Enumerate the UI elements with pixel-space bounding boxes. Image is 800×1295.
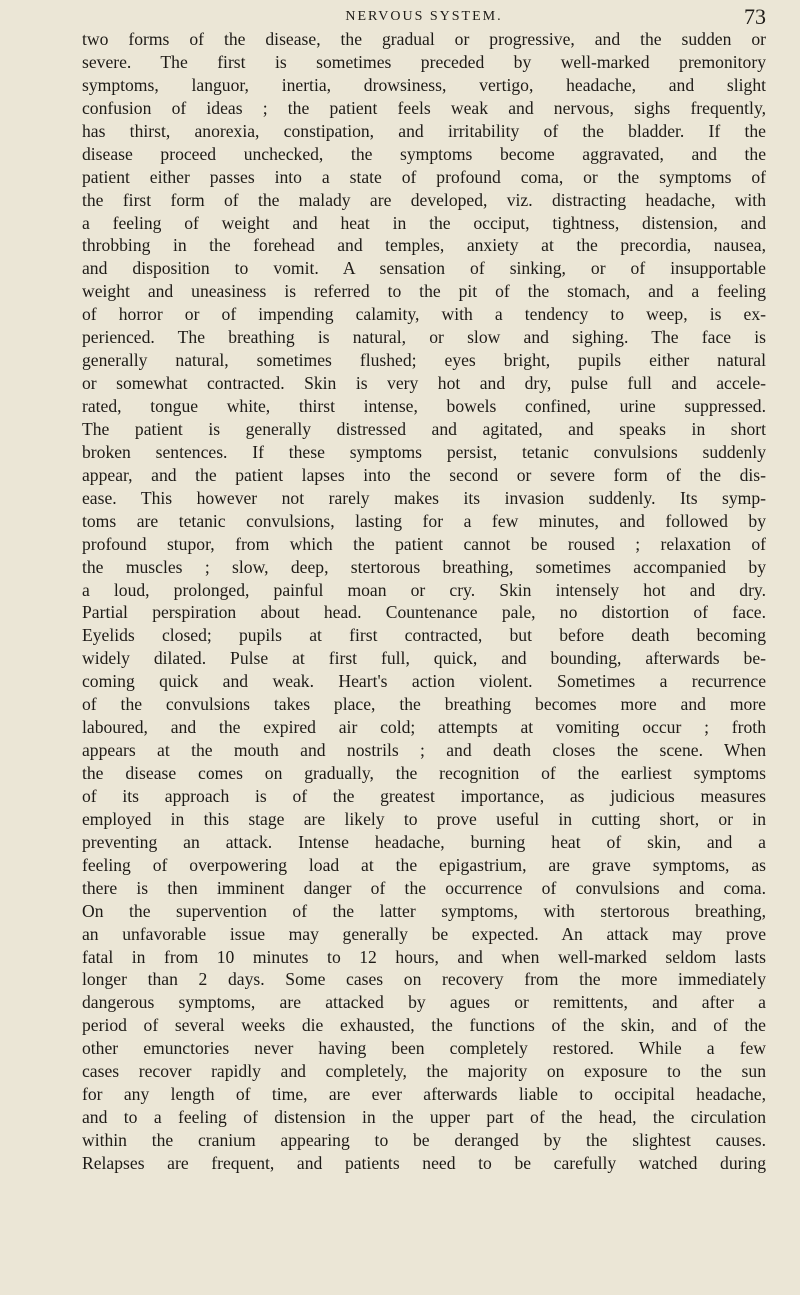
text-line: a feeling of weight and heat in the occiput, tightness, distension, and xyxy=(82,212,766,233)
text-line: of the convulsions takes place, the breathing becomes more and more xyxy=(82,694,766,715)
text-line: confusion of ideas ; the patient feels weak and nervous, sighs frequently, xyxy=(82,97,766,118)
text-line: On the supervention of the latter symptoms, with stertorous breathing, xyxy=(82,900,766,921)
text-line: toms are tetanic convulsions, lasting for a few minutes, and followed by xyxy=(82,510,766,531)
text-line: and to a feeling of distension in the upper part of the head, the circulation xyxy=(82,1107,766,1128)
text-line: or somewhat contracted. Skin is very hot and dry, pulse full and accele- xyxy=(82,373,766,394)
text-line: coming quick and weak. Heart's action violent. Sometimes a recurrence xyxy=(82,671,766,692)
text-line: of horror or of impending calamity, with a tendency to weep, is ex- xyxy=(82,304,766,325)
text-line: ease. This however not rarely makes its invasion suddenly. Its symp- xyxy=(82,487,766,508)
running-title: NERVOUS SYSTEM. xyxy=(345,9,503,24)
text-line: the first form of the malady are developed, viz. distracting headache, with xyxy=(82,189,766,210)
text-line: Relapses are frequent, and patients need to be carefully watched during xyxy=(82,1152,766,1173)
text-line: and disposition to vomit. A sensation of sinking, or of insupportable xyxy=(82,258,766,279)
text-line: two forms of the disease, the gradual or progressive, and the sudden or xyxy=(82,29,766,49)
text-line: a loud, prolonged, painful moan or cry. Skin intensely hot and dry. xyxy=(82,579,766,600)
text-line: an unfavorable issue may generally be expected. An attack may prove xyxy=(82,923,766,944)
text-line: appear, and the patient lapses into the second or severe form of the dis- xyxy=(82,464,766,485)
text-line: employed in this stage are likely to prove useful in cutting short, or in xyxy=(82,808,766,829)
text-line: symptoms, languor, inertia, drowsiness, vertigo, headache, and slight xyxy=(82,74,766,95)
text-line: Partial perspiration about head. Countenance pale, no distortion of face. xyxy=(82,602,766,623)
text-line: widely dilated. Pulse at first full, quick, and bounding, afterwards be- xyxy=(82,648,766,669)
text-line: period of several weeks die exhausted, the functions of the skin, and of the xyxy=(82,1015,766,1036)
text-line: The patient is generally distressed and agitated, and speaks in short xyxy=(82,418,766,439)
text-line: rated, tongue white, thirst intense, bowels confined, urine suppressed. xyxy=(82,396,766,416)
text-line: has thirst, anorexia, constipation, and irritability of the bladder. If the xyxy=(82,120,766,141)
text-line: throbbing in the forehead and temples, anxiety at the precordia, nausea, xyxy=(82,235,766,256)
text-line: severe. The first is sometimes preceded by well-marked premonitory xyxy=(82,51,766,72)
body-text xyxy=(82,28,766,1175)
text-line: generally natural, sometimes flushed; eyes bright, pupils either natural xyxy=(82,350,766,371)
text-line: weight and uneasiness is referred to the pit of the stomach, and a feeling xyxy=(82,281,766,302)
text-line: patient either passes into a state of profound coma, or the symptoms of xyxy=(82,166,766,187)
text-line: cases recover rapidly and completely, the majority on exposure to the sun xyxy=(82,1061,766,1082)
text-line: of its approach is of the greatest importance, as judicious measures xyxy=(82,785,766,806)
page-number: 73 xyxy=(744,4,766,29)
text-line: feeling of overpowering load at the epigastrium, are grave symptoms, as xyxy=(82,854,766,875)
text-line: longer than 2 days. Some cases on recovery from the more immediately xyxy=(82,969,766,990)
text-line: the muscles ; slow, deep, stertorous breathing, sometimes accompanied by xyxy=(82,556,766,577)
text-line: appears at the mouth and nostrils ; and death closes the scene. When xyxy=(82,740,766,761)
text-line: perienced. The breathing is natural, or slow and sighing. The face is xyxy=(82,327,766,348)
text-line: disease proceed unchecked, the symptoms become aggravated, and the xyxy=(82,143,766,164)
running-head xyxy=(82,4,766,30)
text-line: fatal in from 10 minutes to 12 hours, and when well-marked seldom lasts xyxy=(82,946,766,967)
text-line: laboured, and the expired air cold; attempts at vomiting occur ; froth xyxy=(82,717,766,738)
text-line: there is then imminent danger of the occurrence of convulsions and coma. xyxy=(82,877,766,898)
text-line: other emunctories never having been completely restored. While a few xyxy=(82,1038,766,1059)
text-line: dangerous symptoms, are attacked by agues or remittents, and after a xyxy=(82,992,766,1013)
text-line: within the cranium appearing to be deranged by the slightest causes. xyxy=(82,1130,766,1150)
text-line: profound stupor, from which the patient cannot be roused ; relaxation of xyxy=(82,533,766,554)
text-line: the disease comes on gradually, the recognition of the earliest symptoms xyxy=(82,763,766,783)
text-line: Eyelids closed; pupils at first contracted, but before death becoming xyxy=(82,625,766,646)
text-line: broken sentences. If these symptoms persist, tetanic convulsions suddenly xyxy=(82,441,766,462)
text-line: preventing an attack. Intense headache, burning heat of skin, and a xyxy=(82,831,766,852)
text-line: for any length of time, are ever afterwards liable to occipital headache, xyxy=(82,1084,766,1105)
